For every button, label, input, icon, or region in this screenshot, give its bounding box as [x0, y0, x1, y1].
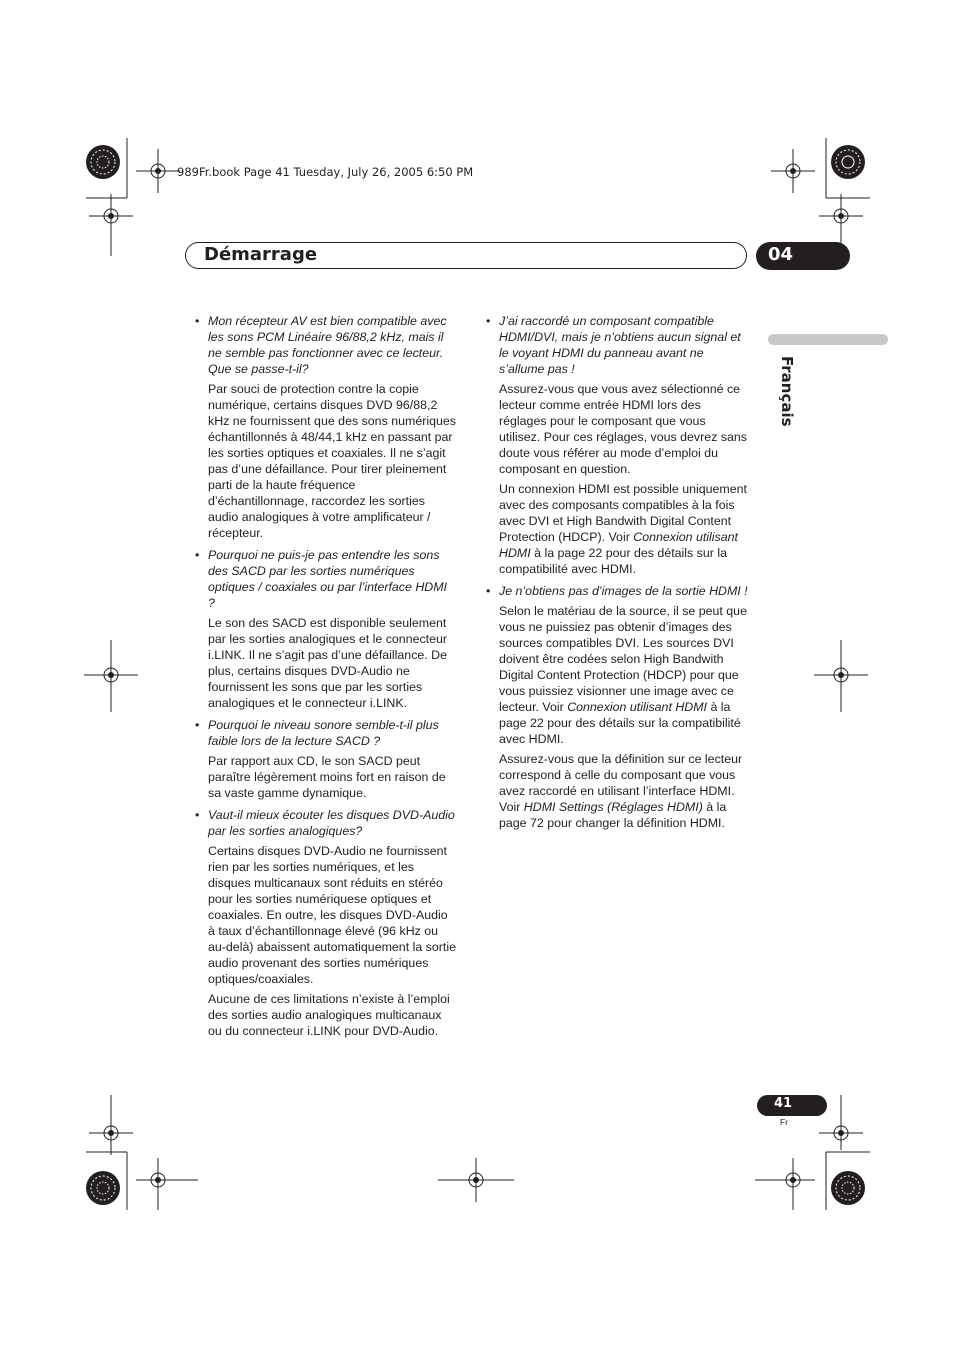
faq-question: Pourquoi le niveau sonore semble-t-il plus faible lors de la lecture SACD ?	[208, 718, 439, 748]
faq-answer: Aucune de ces limitations n’existe à l’emploi des sorties audio analogiques multicanaux ou du connecteur i.LINK pour DVD-Audio.	[208, 992, 450, 1038]
language-tab	[776, 356, 800, 446]
faq-answer: Assurez-vous que vous avez sélectionné ce lecteur comme entrée HDMI lors des réglages pour le composant que vous utilisez. Pour ces réglages, vous devrez sans doute vous référer au mode d’emploi du composant en question.	[499, 382, 747, 476]
bullet: •	[486, 584, 491, 598]
faq-item	[486, 583, 748, 831]
page-language-code: Fr	[780, 1117, 789, 1127]
corner-sunburst-top-left	[86, 145, 120, 179]
faq-question: J’ai raccordé un composant compatible HDMI/DVI, mais je n’obtiens aucun signal et le voyant HDMI du panneau avant ne s’allume pas !	[499, 314, 741, 376]
faq-answer: Par rapport aux CD, le son SACD peut paraître légèrement moins fort en raison de sa vaste gamme dynamique.	[208, 754, 446, 800]
bullet: •	[195, 548, 200, 562]
faq-item	[195, 807, 457, 1039]
answer-text: Selon le matériau de la source, il se peut que vous ne puissiez pas obtenir d’images des sources compatibles DVI. Les sources DVI doivent être codées selon High Bandwith Digital Content Protection (HDCP) pour que vous puissiez visionner une image avec ce lecteur. Voir	[499, 604, 747, 714]
page-number: 41	[774, 1096, 793, 1111]
faq-answer: Le son des SACD est disponible seulement par les sorties analogiques et le connecteur i.LINK. Il ne s’agit pas d’une défaillance. De plus, certains disques DVD-Audio ne fournissent les sons que par les sorties analogiques et le connecteur i.LINK.	[208, 616, 448, 710]
bullet: •	[486, 314, 491, 328]
faq-question: Mon récepteur AV est bien compatible avec les sons PCM Linéaire 96/88,2 kHz, mais il ne semble pas fonctionner avec ce lecteur. Que se passe-t-il?	[208, 314, 447, 376]
faq-answer	[486, 751, 748, 831]
bullet: •	[195, 718, 200, 732]
bullet: •	[195, 314, 200, 328]
corner-sunburst-bottom-left	[86, 1171, 120, 1205]
faq-answer	[486, 603, 748, 747]
answer-text: à la page 22 pour des détails sur la compatibilité avec HDMI.	[499, 700, 741, 746]
page-reference: Connexion utilisant HDMI	[499, 530, 738, 560]
faq-question: Vaut-il mieux écouter les disques DVD-Audio par les sorties analogiques?	[208, 808, 455, 838]
faq-answer: Par souci de protection contre la copie numérique, certains disques DVD 96/88,2 kHz ne fournissent que des sons numériques échantillonnés à 48/44,1 kHz en passant par les sorties optiques et coaxiales. Il ne s’agit pas d’une défaillance. Pour tirer pleinement parti de la haute fréquence d’échantillonnage, raccordez les sorties audio analogiques à votre amplificateur / récepteur.	[208, 382, 456, 540]
right-column	[486, 313, 748, 837]
faq-question: Je n’obtiens pas d’images de la sortie HDMI !	[499, 584, 748, 598]
faq-item	[195, 547, 457, 711]
language-tab-bar	[768, 334, 888, 345]
faq-item	[486, 313, 748, 577]
bullet: •	[195, 808, 200, 822]
answer-text: à la page 22 pour des détails sur la compatibilité avec HDMI.	[499, 546, 727, 576]
faq-item	[195, 717, 457, 801]
answer-text: Un connexion HDMI est possible uniquement avec des composants compatibles à la fois avec DVI et High Bandwith Digital Content Protection (HDCP). Voir	[499, 482, 747, 544]
faq-answer	[486, 481, 748, 577]
chapter-number: 04	[768, 244, 794, 265]
faq-question: Pourquoi ne puis-je pas entendre les sons des SACD par les sorties numériques optiques / coaxiales ou par l’interface HDMI ?	[208, 548, 447, 610]
page-reference: Connexion utilisant HDMI	[567, 700, 707, 714]
faq-item	[195, 313, 457, 541]
left-column	[195, 313, 457, 1045]
book-info-line: 989Fr.book Page 41 Tuesday, July 26, 2005 6:50 PM	[177, 165, 474, 179]
answer-text: à la page 72 pour changer la définition HDMI.	[499, 800, 727, 830]
answer-text: Assurez-vous que la définition sur ce lecteur correspond à celle du composant que vous avez raccordé en utilisant l’interface HDMI. Voir	[499, 752, 743, 814]
chapter-title: Démarrage	[204, 244, 318, 265]
faq-answer: Certains disques DVD-Audio ne fournissent rien par les sorties numériques, et les disques multicanaux sont réduits en stéréo pour les sorties numériquese optiques et coaxiales. En outre, les disques DVD-Audio à taux d’échantillonnage élevé (96 kHz ou au-delà) abaissent automatiquement la sortie audio provenant des sorties numériques optiques/coaxiales.	[208, 844, 456, 986]
corner-sunburst-top-right	[831, 145, 865, 179]
language-label: Français	[778, 356, 796, 427]
page-reference: HDMI Settings (Réglages HDMI)	[523, 800, 703, 814]
corner-sunburst-bottom-right	[831, 1171, 865, 1205]
